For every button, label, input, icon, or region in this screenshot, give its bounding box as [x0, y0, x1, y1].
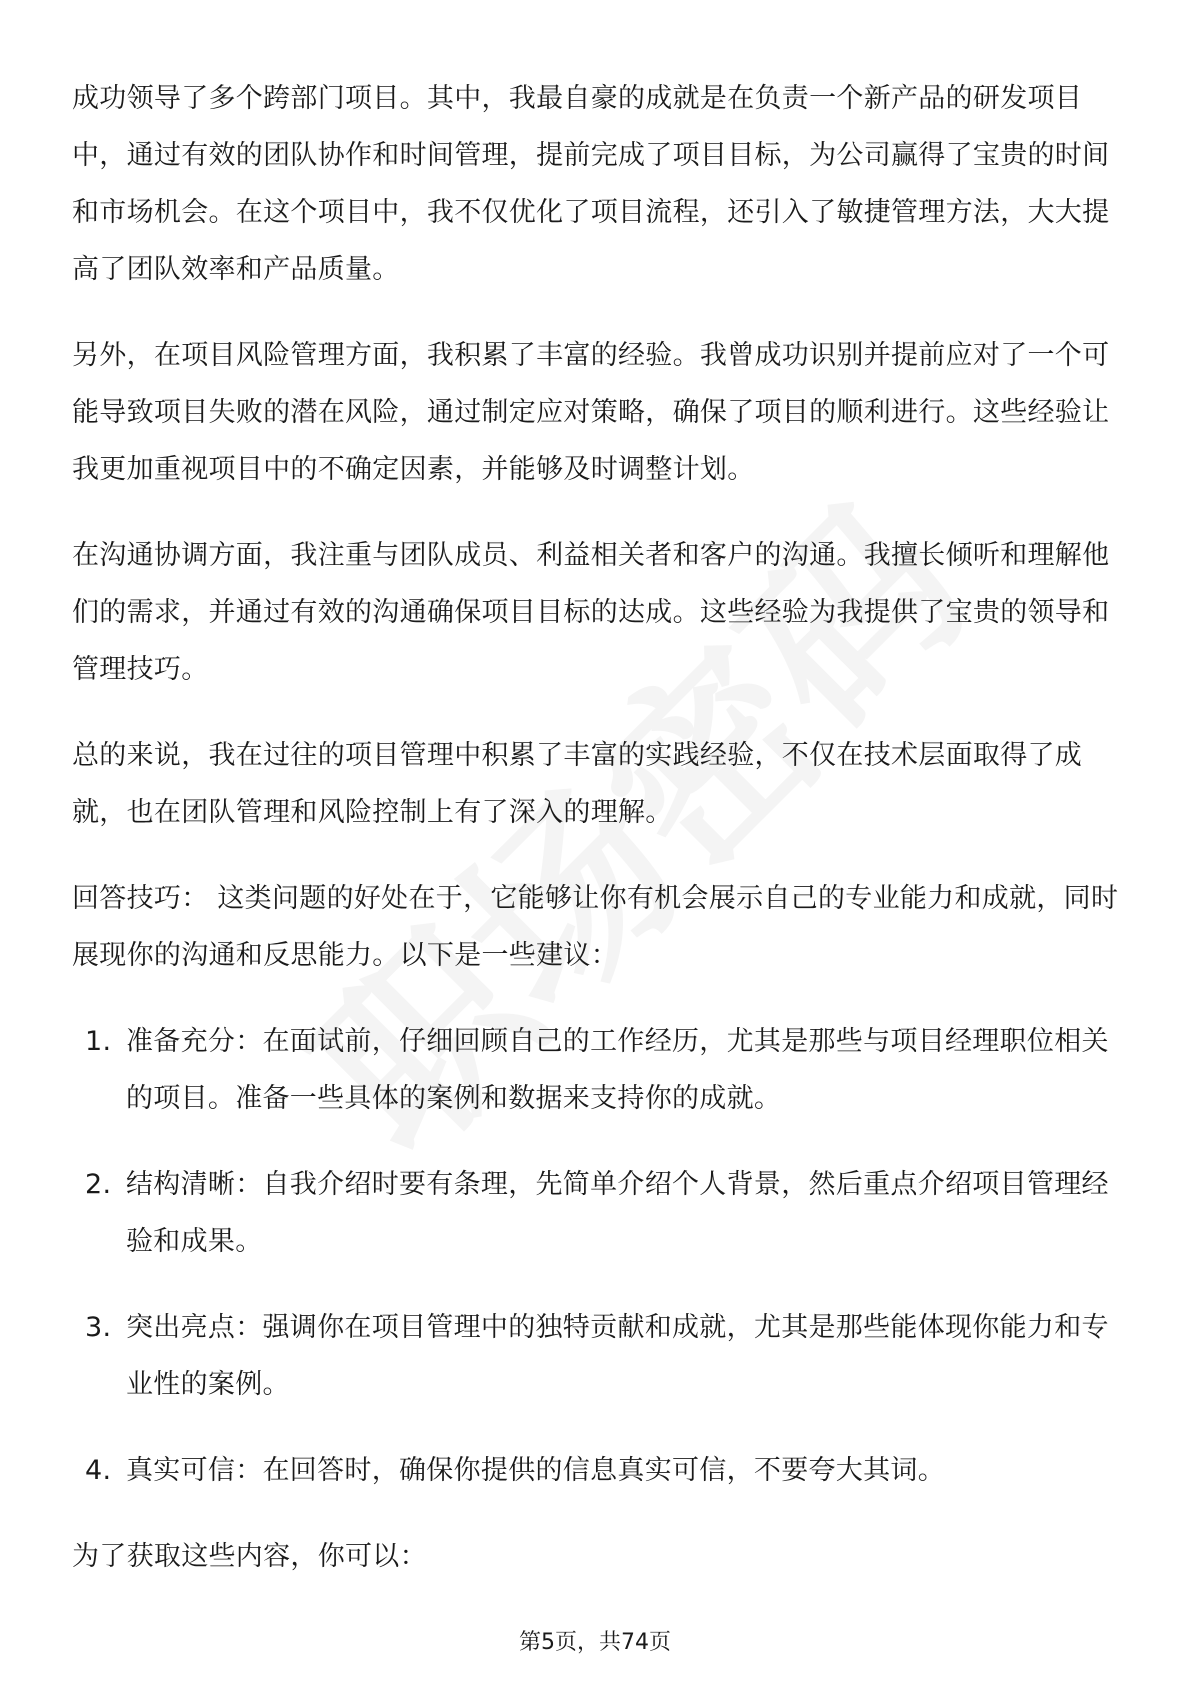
list-item	[72, 1156, 1122, 1270]
paragraph-risk-management: 另外，在项目风险管理方面，我积累了丰富的经验。我曾成功识别并提前应对了一个可能导致项目失败的潜在风险，通过制定应对策略，确保了项目的顺利进行。这些经验让我更加重视项目中的不确定因素，并能够及时调整计划。	[72, 340, 1110, 485]
list-item-number: 3.	[85, 1312, 112, 1343]
list-item-text: 准备充分：在面试前，仔细回顾自己的工作经历，尤其是那些与项目经理职位相关的项目。准备一些具体的案例和数据来支持你的成就。	[126, 1026, 1109, 1114]
list-item	[72, 1442, 1122, 1499]
paragraph-answer-tips: 回答技巧： 这类问题的好处在于，它能够让你有机会展示自己的专业能力和成就，同时展现你的沟通和反思能力。以下是一些建议：	[72, 883, 1119, 971]
paragraph-closing: 为了获取这些内容，你可以：	[72, 1541, 427, 1572]
paragraph-achievements: 成功领导了多个跨部门项目。其中，我最自豪的成就是在负责一个新产品的研发项目中，通过有效的团队协作和时间管理，提前完成了项目目标，为公司赢得了宝贵的时间和市场机会。在这个项目中，我不仅优化了项目流程，还引入了敏捷管理方法，大大提高了团队效率和产品质量。	[72, 83, 1110, 285]
paragraph-communication: 在沟通协调方面，我注重与团队成员、利益相关者和客户的沟通。我擅长倾听和理解他们的需求，并通过有效的沟通确保项目目标的达成。这些经验为我提供了宝贵的领导和管理技巧。	[72, 540, 1110, 685]
list-item-number: 1.	[85, 1026, 112, 1057]
list-item-text: 真实可信：在回答时，确保你提供的信息真实可信，不要夸大其词。	[126, 1455, 945, 1486]
list-item-number: 2.	[85, 1169, 112, 1200]
page-footer: 第5页，共74页	[519, 1630, 671, 1655]
tips-list	[72, 1013, 1122, 1499]
paragraph-summary: 总的来说，我在过往的项目管理中积累了丰富的实践经验，不仅在技术层面取得了成就，也在团队管理和风险控制上有了深入的理解。	[72, 740, 1083, 828]
list-item	[72, 1299, 1122, 1413]
list-item-text: 结构清晰：自我介绍时要有条理，先简单介绍个人背景，然后重点介绍项目管理经验和成果。	[126, 1169, 1109, 1257]
list-item-text: 突出亮点：强调你在项目管理中的独特贡献和成就，尤其是那些能体现你能力和专业性的案例。	[126, 1312, 1109, 1400]
list-item-number: 4.	[85, 1455, 112, 1486]
document-body	[72, 70, 1122, 1614]
list-item	[72, 1013, 1122, 1127]
